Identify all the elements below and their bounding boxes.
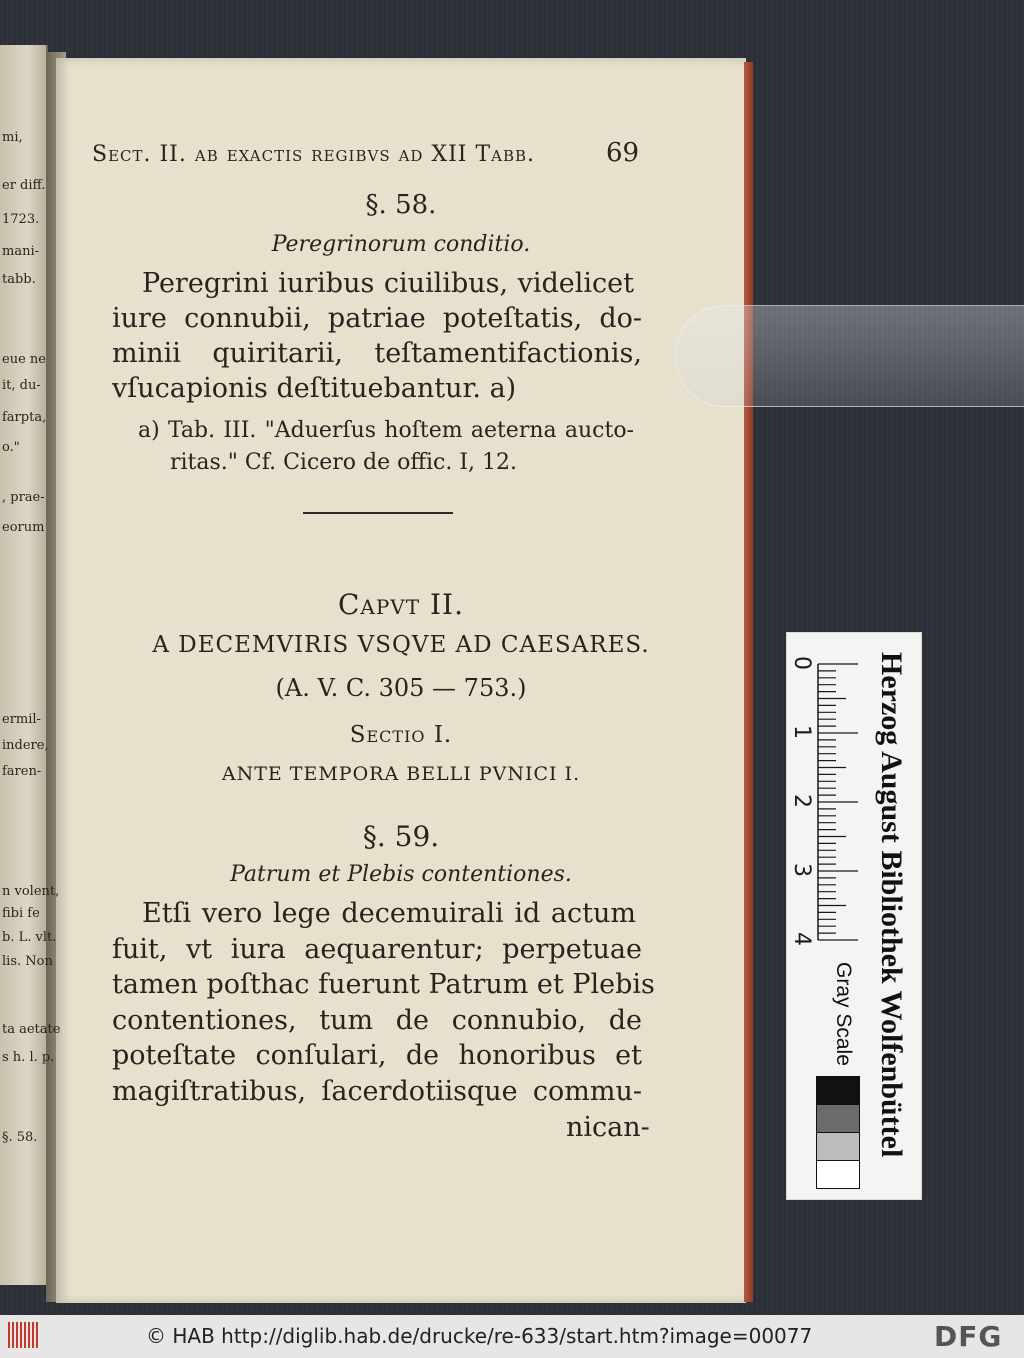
para-59-line-5: poteſtate conſulari, de honoribus et	[112, 1040, 642, 1071]
gray-swatch-white	[816, 1160, 860, 1189]
left-page-fragment: §. 58.	[2, 1130, 38, 1145]
para-59-line-4: contentiones, tum de connubio, de	[112, 1005, 642, 1036]
left-page-fragment: eue ne	[2, 352, 46, 367]
section-58-heading: §. 58.	[365, 190, 437, 220]
left-page-fragment: ermil-	[2, 712, 41, 727]
para-58-line-2: iure connubii, patriae poteſtatis, do-	[112, 303, 642, 334]
para-58-line-3: minii quiritarii, teſtamentifactionis,	[112, 338, 642, 369]
section-58-title: Peregrinorum conditio.	[271, 232, 531, 257]
section-divider-rule	[303, 512, 453, 514]
ruler-number: 1	[789, 725, 814, 739]
para-59-line-2: fuit, vt iura aequarentur; perpetuae	[112, 934, 642, 965]
dfg-logo: DFG	[934, 1320, 1003, 1353]
para-58-line-4: vſucapionis deſtituebantur. a)	[112, 373, 517, 404]
left-page-fragment: lis. Non	[2, 954, 53, 969]
left-page-fragment: mi,	[2, 130, 23, 145]
left-page-fragment: b. L. vlt.	[2, 930, 57, 945]
left-page-fragment: faren-	[2, 764, 42, 779]
chapter-title: A DECEMVIRIS VSQVE AD CAESARES.	[152, 632, 650, 658]
gray-swatch-dark	[816, 1104, 860, 1133]
ruler-number: 3	[789, 863, 814, 877]
left-page-fragment: s h. l. p.	[2, 1050, 55, 1065]
left-page-fragment: indere,	[2, 738, 49, 753]
ruler-number: 2	[789, 794, 814, 808]
para-59-line-6: magiſtratibus, ſacerdotiisque commu-	[112, 1076, 642, 1107]
sectio-heading: Sectio I.	[349, 722, 453, 748]
gray-scale-label: Gray Scale	[832, 962, 855, 1066]
para-58-line-1: Peregrini iuribus ciuilibus, videlicet	[142, 268, 634, 299]
left-page-fragment: eorum	[2, 520, 45, 535]
ruler-number: 0	[789, 656, 814, 670]
sectio-title: ANTE TEMPORA BELLI PVNICI I.	[221, 763, 581, 785]
ruler-number: 4	[789, 932, 814, 946]
left-page-fragment: er diff.	[2, 178, 46, 193]
footnote-line-1: a) Tab. III. "Aduerſus hoſtem aeterna aucto-	[138, 418, 634, 443]
section-59-title: Patrum et Plebis contentiones.	[230, 862, 572, 887]
left-page-fragment: o."	[2, 440, 20, 455]
left-page-fragment: 1723.	[2, 212, 40, 227]
left-facing-page-edge	[0, 45, 48, 1285]
gray-swatch-light	[816, 1132, 860, 1161]
left-page-fragment: mani-	[2, 244, 40, 259]
page-number: 69	[606, 138, 640, 168]
running-head: Sect. II. ab exactis regibvs ad XII Tabb.	[92, 142, 536, 167]
para-59-line-1: Etſi vero lege decemuirali id actum	[142, 898, 636, 929]
barcode-icon	[8, 1322, 38, 1348]
left-page-fragment: it, du-	[2, 378, 41, 393]
section-59-heading: §. 59.	[362, 820, 440, 853]
institution-name: Herzog August Bibliothek Wolfenbüttel	[875, 652, 908, 1158]
left-page-fragment: fibi fe	[2, 906, 40, 921]
chapter-heading: Capvt II.	[337, 588, 465, 621]
left-page-fragment: n volent,	[2, 884, 60, 899]
left-page-fragment: ta aetate	[2, 1022, 61, 1037]
left-page-fragment: tabb.	[2, 272, 36, 287]
credit-line: © HAB http://diglib.hab.de/drucke/re-633/start.htm?image=00077	[146, 1324, 813, 1348]
catchword: nican-	[566, 1112, 650, 1143]
left-page-fragment: , prae-	[2, 490, 45, 505]
para-59-line-3: tamen poſthac fuerunt Patrum et Plebis	[112, 969, 655, 1000]
footnote-line-2: ritas." Cf. Cicero de offic. I, 12.	[170, 450, 518, 475]
left-page-fragment: farpta,	[2, 410, 47, 425]
chapter-dates: (A. V. C. 305 — 753.)	[275, 674, 527, 702]
gray-swatch-black	[816, 1076, 860, 1105]
plastic-page-holder	[675, 305, 1024, 407]
